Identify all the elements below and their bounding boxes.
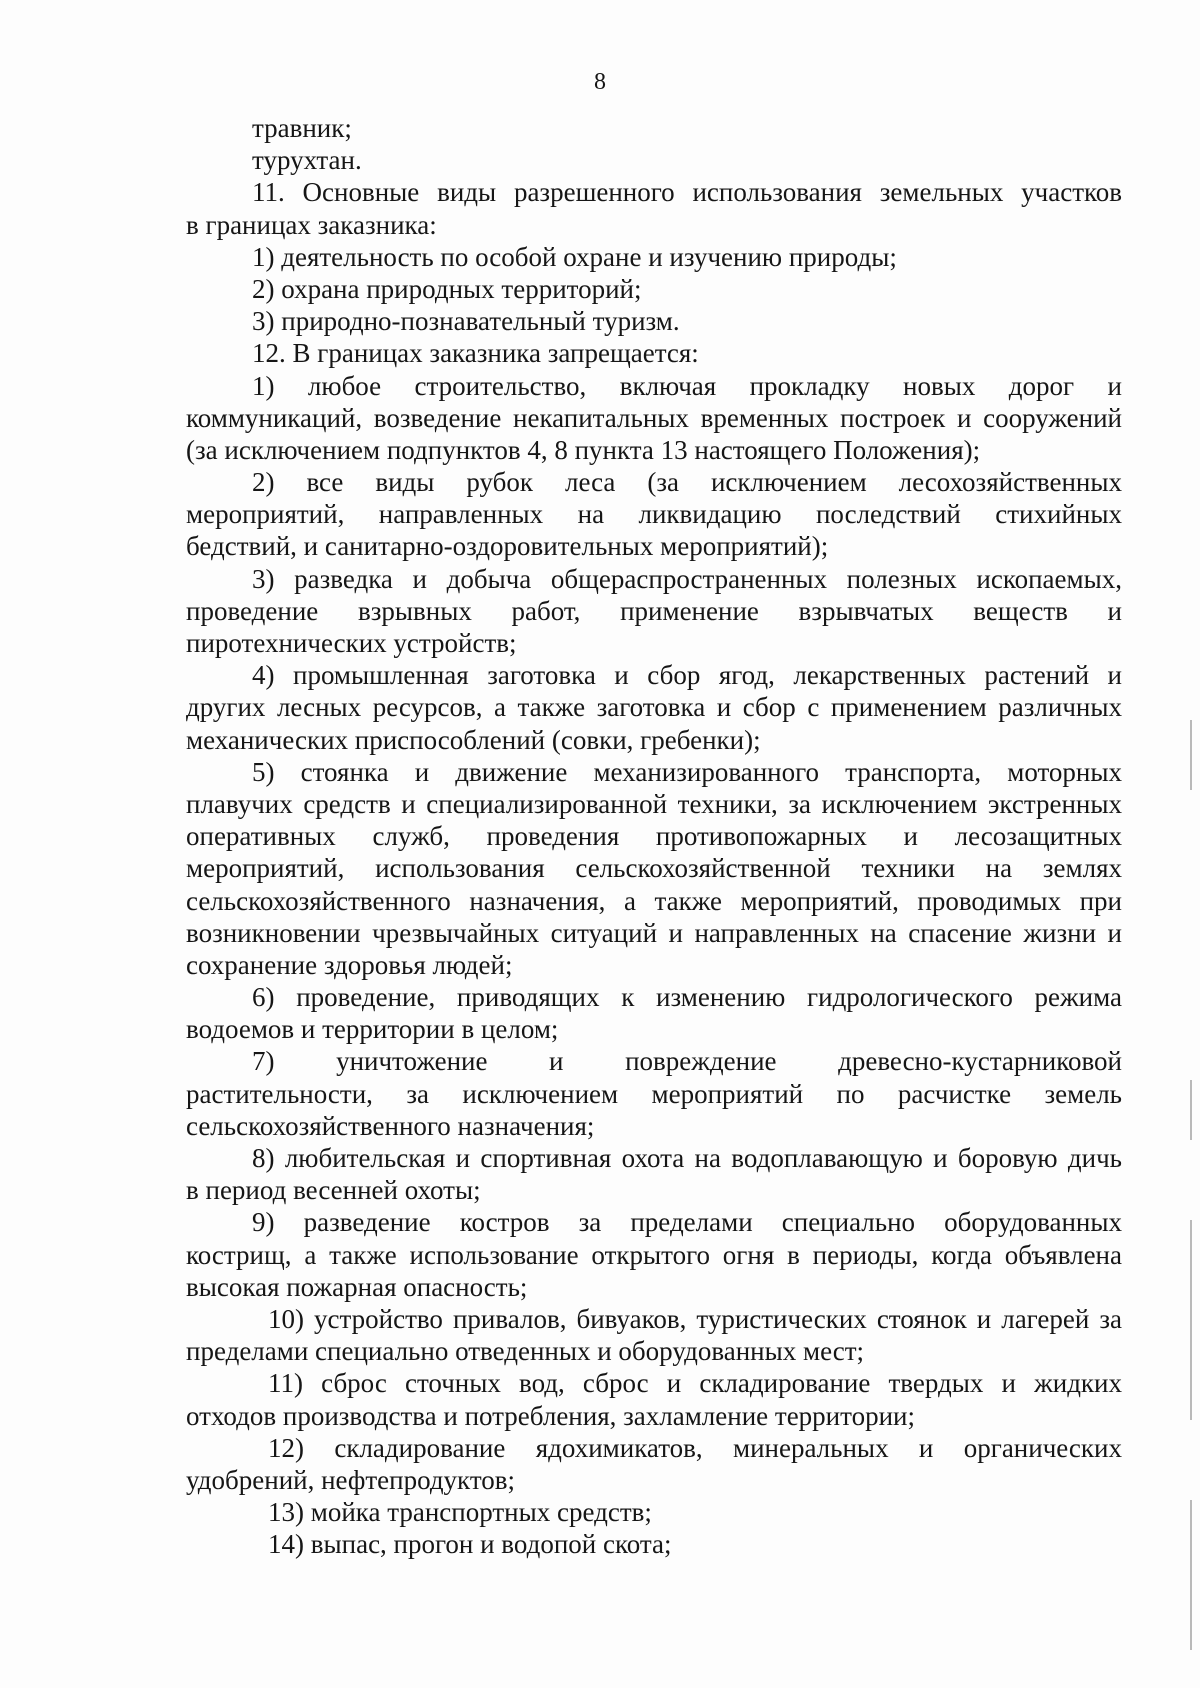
list-item: 13) мойка транспортных средств;	[268, 1497, 652, 1528]
list-item: 12) складирование ядохимикатов, минеральных и органических	[268, 1432, 1122, 1463]
page-number: 8	[594, 69, 606, 95]
text-line: возникновении чрезвычайных ситуаций и направленных на спасение жизни и	[186, 917, 1122, 948]
list-item: 7) уничтожение и повреждение древесно-кустарниковой	[252, 1046, 1122, 1077]
text-line: в границах заказника:	[186, 209, 437, 240]
list-item: 3) разведка и добыча общераспространенных полезных ископаемых,	[252, 563, 1122, 594]
text-line: других лесных ресурсов, а также заготовка и сбор с применением различных	[186, 692, 1122, 723]
text-line: удобрений, нефтепродуктов;	[186, 1464, 516, 1495]
text-line: проведение взрывных работ, применение взрывчатых веществ и	[186, 595, 1122, 626]
text-line: мероприятий, направленных на ликвидацию последствий стихийных	[186, 499, 1122, 530]
list-item: 3) природно-познавательный туризм.	[252, 306, 680, 337]
text-line: пиротехнических устройств;	[186, 628, 517, 658]
text-line: бедствий, и санитарно-оздоровительных мероприятий);	[186, 531, 829, 562]
text-line: коммуникаций, возведение некапитальных временных построек и сооружений	[186, 402, 1122, 433]
scan-artifact	[1190, 1080, 1192, 1140]
text-line: мероприятий, использования сельскохозяйственной техники на землях	[186, 853, 1122, 884]
list-item: 8) любительская и спортивная охота на водоплавающую и боровую дичь	[252, 1143, 1122, 1173]
list-item: 6) проведение, приводящих к изменению гидрологического режима	[252, 982, 1122, 1013]
text-line: плавучих средств и специализированной техники, за исключением экстренных	[186, 788, 1122, 819]
text-line: пределами специально отведенных и оборудованных мест;	[186, 1336, 865, 1367]
text-line: оперативных служб, проведения противопожарных и лесозащитных	[186, 821, 1122, 852]
scan-artifact	[1190, 1500, 1192, 1650]
list-item: 9) разведение костров за пределами специально оборудованных	[252, 1207, 1122, 1238]
list-item: 1) деятельность по особой охране и изучению природы;	[252, 241, 897, 272]
list-item: 1) любое строительство, включая прокладку новых дорог и	[252, 370, 1122, 401]
document-body	[186, 112, 1122, 1560]
text-line: травник;	[252, 113, 352, 143]
text-line: (за исключением подпунктов 4, 8 пункта 13 настоящего Положения);	[186, 434, 981, 465]
text-line: высокая пожарная опасность;	[186, 1271, 528, 1302]
text-line: в период весенней охоты;	[186, 1175, 481, 1206]
text-line: кострищ, а также использование открытого огня в периоды, когда объявлена	[186, 1239, 1122, 1270]
list-item: 4) промышленная заготовка и сбор ягод, лекарственных растений и	[252, 660, 1122, 691]
text-line: сельскохозяйственного назначения;	[186, 1110, 595, 1141]
paragraph-11-heading: 11. Основные виды разрешенного использования земельных участков	[252, 177, 1122, 208]
list-item: 2) охрана природных территорий;	[252, 273, 642, 304]
text-line: турухтан.	[252, 145, 362, 176]
list-item: 2) все виды рубок леса (за исключением лесохозяйственных	[252, 467, 1122, 498]
text-line: сельскохозяйственного назначения, а также мероприятий, проводимых при	[186, 885, 1122, 916]
list-item: 5) стоянка и движение механизированного транспорта, моторных	[252, 756, 1122, 787]
text-line: механических приспособлений (совки, гребенки);	[186, 724, 761, 755]
scan-artifact	[1190, 1220, 1192, 1420]
text-line: сохранение здоровья людей;	[186, 949, 513, 980]
text-line: отходов производства и потребления, захламление территории;	[186, 1400, 915, 1431]
list-item: 10) устройство привалов, бивуаков, туристических стоянок и лагерей за	[268, 1303, 1122, 1334]
list-item: 11) сброс сточных вод, сброс и складирование твердых и жидких	[268, 1368, 1122, 1399]
list-item: 14) выпас, прогон и водопой скота;	[268, 1529, 672, 1560]
scan-artifact	[1190, 720, 1192, 790]
paragraph-12-heading: 12. В границах заказника запрещается:	[252, 338, 699, 369]
text-line: водоемов и территории в целом;	[186, 1014, 559, 1045]
text-line: растительности, за исключением мероприятий по расчистке земель	[186, 1078, 1122, 1109]
